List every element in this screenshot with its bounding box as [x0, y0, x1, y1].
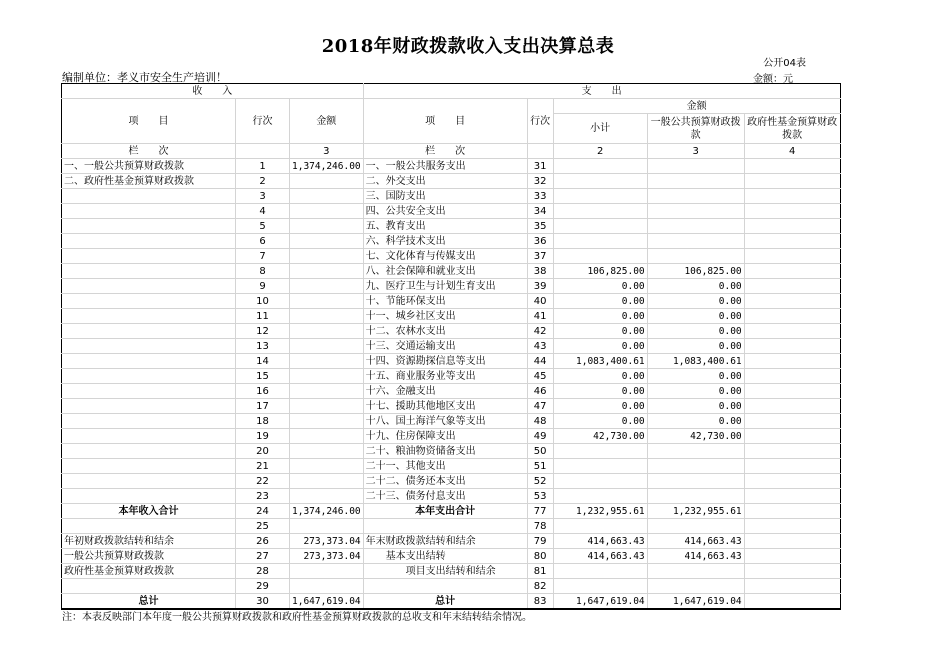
- expense-item: [363, 579, 527, 594]
- income-line-no: 8: [236, 264, 290, 279]
- expense-general-budget: [647, 444, 744, 459]
- expense-fund-budget: [744, 444, 840, 459]
- expense-subtotal: 106,825.00: [553, 264, 647, 279]
- expense-fund-budget: [744, 534, 840, 549]
- income-line-no: 11: [236, 309, 290, 324]
- expense-line-no: 34: [527, 204, 553, 219]
- expense-subtotal: 1,647,619.04: [553, 594, 647, 610]
- income-item: [62, 399, 236, 414]
- table-row: [62, 249, 841, 264]
- expense-group-header: 支 出: [363, 84, 840, 99]
- expense-item: 七、文化体育与传媒支出: [363, 249, 527, 264]
- expense-fund-budget: [744, 489, 840, 504]
- expense-general-budget: [647, 489, 744, 504]
- expense-fund-budget: [744, 279, 840, 294]
- table-row: [62, 414, 841, 429]
- income-item: [62, 204, 236, 219]
- expense-line-no: 35: [527, 219, 553, 234]
- income-item: 一般公共预算财政拨款: [62, 549, 236, 564]
- table-row: [62, 384, 841, 399]
- expense-subtotal: 0.00: [553, 294, 647, 309]
- expense-line-no: 79: [527, 534, 553, 549]
- expense-fund-budget: [744, 474, 840, 489]
- expense-subtotal: 414,663.43: [553, 534, 647, 549]
- table-row: [62, 504, 841, 519]
- income-item: 本年收入合计: [62, 504, 236, 519]
- expense-line-no: 43: [527, 339, 553, 354]
- income-amount: [290, 339, 364, 354]
- expense-general-budget: 42,730.00: [647, 429, 744, 444]
- income-line-no: 9: [236, 279, 290, 294]
- income-item: 二、政府性基金预算财政拨款: [62, 174, 236, 189]
- expense-general-budget: [647, 204, 744, 219]
- table-row: [62, 234, 841, 249]
- income-line-no: 25: [236, 519, 290, 534]
- expense-item: 十九、住房保障支出: [363, 429, 527, 444]
- income-amount: [290, 519, 364, 534]
- expense-fund-budget: [744, 579, 840, 594]
- income-amount: 1,374,246.00: [290, 159, 364, 174]
- income-line-no: 14: [236, 354, 290, 369]
- column-code: 4: [744, 144, 840, 159]
- income-amount: 273,373.04: [290, 534, 364, 549]
- expense-subtotal: [553, 564, 647, 579]
- income-amount: [290, 369, 364, 384]
- expense-line-no: 31: [527, 159, 553, 174]
- income-line-no: 15: [236, 369, 290, 384]
- table-row: [62, 489, 841, 504]
- income-amount: [290, 459, 364, 474]
- col-header-general-budget: 一般公共预算财政拨款: [647, 114, 744, 144]
- expense-line-no: 32: [527, 174, 553, 189]
- expense-fund-budget: [744, 219, 840, 234]
- expense-fund-budget: [744, 189, 840, 204]
- income-item: [62, 189, 236, 204]
- expense-subtotal: 1,232,955.61: [553, 504, 647, 519]
- expense-item: 一、一般公共服务支出: [363, 159, 527, 174]
- expense-line-no: 80: [527, 549, 553, 564]
- col-header-subtotal: 小计: [553, 114, 647, 144]
- expense-general-budget: 1,647,619.04: [647, 594, 744, 610]
- income-item: [62, 354, 236, 369]
- table-row: [62, 279, 841, 294]
- expense-line-no: 39: [527, 279, 553, 294]
- income-item: [62, 309, 236, 324]
- expense-subtotal: [553, 474, 647, 489]
- income-item: [62, 219, 236, 234]
- col-header-income-item: 项 目: [62, 99, 236, 144]
- table-row: [62, 189, 841, 204]
- table-row: [62, 564, 841, 579]
- expense-item: 本年支出合计: [363, 504, 527, 519]
- expense-item: 项目支出结转和结余: [363, 564, 527, 579]
- expense-general-budget: [647, 234, 744, 249]
- expense-subtotal: [553, 204, 647, 219]
- income-item: 总计: [62, 594, 236, 610]
- expense-subtotal: [553, 444, 647, 459]
- expense-general-budget: [647, 189, 744, 204]
- income-amount: [290, 429, 364, 444]
- table-row: [62, 219, 841, 234]
- income-item: 年初财政拨款结转和结余: [62, 534, 236, 549]
- expense-item: 十三、交通运输支出: [363, 339, 527, 354]
- income-amount: [290, 354, 364, 369]
- income-line-no: 16: [236, 384, 290, 399]
- expense-subtotal: 0.00: [553, 414, 647, 429]
- expense-line-no: 83: [527, 594, 553, 610]
- amount-unit: 金额：元: [753, 74, 793, 85]
- table-row: [62, 429, 841, 444]
- expense-item: 八、社会保障和就业支出: [363, 264, 527, 279]
- income-line-no: 2: [236, 174, 290, 189]
- expense-line-no: 51: [527, 459, 553, 474]
- expense-fund-budget: [744, 429, 840, 444]
- income-amount: [290, 264, 364, 279]
- expense-fund-budget: [744, 234, 840, 249]
- income-item: [62, 279, 236, 294]
- expense-item: 三、国防支出: [363, 189, 527, 204]
- expense-line-no: 52: [527, 474, 553, 489]
- income-line-no: 30: [236, 594, 290, 610]
- expense-line-no: 78: [527, 519, 553, 534]
- expense-fund-budget: [744, 594, 840, 610]
- reporting-unit: 编制单位：孝义市安全生产培训！: [62, 71, 227, 84]
- expense-general-budget: [647, 459, 744, 474]
- footnote: 注：本表反映部门本年度一般公共预算财政拨款和政府性基金预算财政拨款的总收支和年末结转结余情况。: [62, 612, 532, 623]
- table-row: [62, 204, 841, 219]
- expense-fund-budget: [744, 459, 840, 474]
- income-amount: [290, 249, 364, 264]
- expense-general-budget: [647, 159, 744, 174]
- expense-fund-budget: [744, 369, 840, 384]
- expense-fund-budget: [744, 159, 840, 174]
- expense-item: 二十二、债务还本支出: [363, 474, 527, 489]
- income-item: [62, 459, 236, 474]
- expense-item: 二、外交支出: [363, 174, 527, 189]
- expense-line-no: 42: [527, 324, 553, 339]
- expense-general-budget: 106,825.00: [647, 264, 744, 279]
- income-amount: [290, 324, 364, 339]
- expense-fund-budget: [744, 354, 840, 369]
- expense-subtotal: [553, 519, 647, 534]
- page-title: 2018年财政拨款收入支出决算总表: [321, 36, 615, 57]
- income-line-no: 28: [236, 564, 290, 579]
- expense-fund-budget: [744, 174, 840, 189]
- expense-subtotal: [553, 189, 647, 204]
- income-line-no: 21: [236, 459, 290, 474]
- income-amount: [290, 219, 364, 234]
- expense-item: 十四、资源勘探信息等支出: [363, 354, 527, 369]
- expense-general-budget: [647, 249, 744, 264]
- col-header-amount-group: 金额: [553, 99, 840, 114]
- expense-subtotal: 0.00: [553, 399, 647, 414]
- expense-fund-budget: [744, 549, 840, 564]
- table-row: [62, 174, 841, 189]
- expense-item: 二十一、其他支出: [363, 459, 527, 474]
- expense-line-no: 33: [527, 189, 553, 204]
- expense-line-no: 47: [527, 399, 553, 414]
- expense-subtotal: 0.00: [553, 279, 647, 294]
- expense-item: 总计: [363, 594, 527, 610]
- expense-line-no: 38: [527, 264, 553, 279]
- expense-general-budget: [647, 174, 744, 189]
- expense-item: 五、教育支出: [363, 219, 527, 234]
- expense-general-budget: [647, 564, 744, 579]
- expense-item: 二十、粮油物资储备支出: [363, 444, 527, 459]
- income-item: [62, 249, 236, 264]
- expense-line-no: 46: [527, 384, 553, 399]
- expense-line-no: 81: [527, 564, 553, 579]
- income-amount: 273,373.04: [290, 549, 364, 564]
- column-code: 3: [290, 144, 364, 159]
- expense-item: 六、科学技术支出: [363, 234, 527, 249]
- expense-fund-budget: [744, 204, 840, 219]
- expense-fund-budget: [744, 414, 840, 429]
- table-row: [62, 369, 841, 384]
- income-line-no: 23: [236, 489, 290, 504]
- income-amount: 1,374,246.00: [290, 504, 364, 519]
- expense-subtotal: [553, 249, 647, 264]
- table-row: [62, 519, 841, 534]
- expense-subtotal: [553, 489, 647, 504]
- expense-fund-budget: [744, 309, 840, 324]
- col-header-expense-item: 项 目: [363, 99, 527, 144]
- income-line-no: 6: [236, 234, 290, 249]
- income-line-no: 17: [236, 399, 290, 414]
- income-item: [62, 414, 236, 429]
- income-item: [62, 489, 236, 504]
- expense-fund-budget: [744, 504, 840, 519]
- table-row: [62, 159, 841, 174]
- income-line-no: 22: [236, 474, 290, 489]
- table-row: [62, 294, 841, 309]
- expense-general-budget: 0.00: [647, 279, 744, 294]
- table-row: [62, 474, 841, 489]
- column-code: 2: [553, 144, 647, 159]
- income-line-no: 1: [236, 159, 290, 174]
- income-amount: [290, 174, 364, 189]
- expense-subtotal: 0.00: [553, 369, 647, 384]
- expense-fund-budget: [744, 264, 840, 279]
- expense-general-budget: 0.00: [647, 369, 744, 384]
- form-number: 公开04表: [763, 58, 806, 69]
- expense-item: [363, 519, 527, 534]
- expense-line-no: 40: [527, 294, 553, 309]
- income-amount: [290, 384, 364, 399]
- income-amount: [290, 474, 364, 489]
- expense-general-budget: [647, 579, 744, 594]
- income-item: [62, 324, 236, 339]
- income-amount: [290, 204, 364, 219]
- income-group-header: 收 入: [62, 84, 364, 99]
- expense-general-budget: 414,663.43: [647, 534, 744, 549]
- expense-general-budget: 0.00: [647, 324, 744, 339]
- income-item: [62, 474, 236, 489]
- expense-subtotal: [553, 579, 647, 594]
- income-amount: [290, 189, 364, 204]
- expense-fund-budget: [744, 294, 840, 309]
- income-line-no: 19: [236, 429, 290, 444]
- expense-fund-budget: [744, 324, 840, 339]
- expense-item: 十二、农林水支出: [363, 324, 527, 339]
- expense-fund-budget: [744, 519, 840, 534]
- income-item: 政府性基金预算财政拨款: [62, 564, 236, 579]
- expense-general-budget: 1,232,955.61: [647, 504, 744, 519]
- expense-subtotal: 0.00: [553, 324, 647, 339]
- expense-line-no: 77: [527, 504, 553, 519]
- income-line-no: 5: [236, 219, 290, 234]
- income-amount: [290, 309, 364, 324]
- income-line-no: 13: [236, 339, 290, 354]
- expense-general-budget: [647, 219, 744, 234]
- expense-fund-budget: [744, 564, 840, 579]
- expense-subtotal: [553, 174, 647, 189]
- expense-line-no: 53: [527, 489, 553, 504]
- table-row: [62, 579, 841, 594]
- expense-line-no: 49: [527, 429, 553, 444]
- income-item: [62, 294, 236, 309]
- income-item: [62, 444, 236, 459]
- expense-item: 十八、国土海洋气象等支出: [363, 414, 527, 429]
- income-line-no: 3: [236, 189, 290, 204]
- income-amount: [290, 489, 364, 504]
- column-code: 3: [647, 144, 744, 159]
- expense-line-no: 50: [527, 444, 553, 459]
- expense-item: 十五、商业服务业等支出: [363, 369, 527, 384]
- income-item: [62, 429, 236, 444]
- expense-item: 四、公共安全支出: [363, 204, 527, 219]
- income-item: [62, 234, 236, 249]
- table-row: [62, 339, 841, 354]
- expense-subtotal: 0.00: [553, 339, 647, 354]
- expense-subtotal: [553, 159, 647, 174]
- expense-item: 年末财政拨款结转和结余: [363, 534, 527, 549]
- income-item: [62, 339, 236, 354]
- income-amount: [290, 399, 364, 414]
- income-line-no: 18: [236, 414, 290, 429]
- col-header-expense-line: 行次: [527, 99, 553, 144]
- income-item: [62, 384, 236, 399]
- expense-line-no: 48: [527, 414, 553, 429]
- income-line-no: 10: [236, 294, 290, 309]
- expense-general-budget: 0.00: [647, 309, 744, 324]
- expense-general-budget: 414,663.43: [647, 549, 744, 564]
- expense-general-budget: [647, 474, 744, 489]
- expense-subtotal: 0.00: [553, 309, 647, 324]
- income-line-no: 7: [236, 249, 290, 264]
- expense-line-no: 45: [527, 369, 553, 384]
- income-line-no: 4: [236, 204, 290, 219]
- income-amount: [290, 279, 364, 294]
- income-amount: [290, 579, 364, 594]
- income-item: [62, 519, 236, 534]
- income-line-no: 20: [236, 444, 290, 459]
- expense-fund-budget: [744, 249, 840, 264]
- column-code-label: 栏 次: [363, 144, 527, 159]
- expense-general-budget: 0.00: [647, 384, 744, 399]
- expense-line-no: 44: [527, 354, 553, 369]
- expense-item: 九、医疗卫生与计划生育支出: [363, 279, 527, 294]
- expense-general-budget: 0.00: [647, 294, 744, 309]
- table-row: [62, 324, 841, 339]
- income-item: [62, 369, 236, 384]
- expense-line-no: 41: [527, 309, 553, 324]
- table-row: [62, 594, 841, 610]
- expense-subtotal: [553, 219, 647, 234]
- expense-general-budget: 0.00: [647, 339, 744, 354]
- income-line-no: 24: [236, 504, 290, 519]
- income-line-no: 26: [236, 534, 290, 549]
- expense-general-budget: [647, 519, 744, 534]
- expense-general-budget: 0.00: [647, 414, 744, 429]
- col-header-fund-budget: 政府性基金预算财政拨款: [744, 114, 840, 144]
- income-amount: [290, 564, 364, 579]
- income-item: 一、一般公共预算财政拨款: [62, 159, 236, 174]
- expense-line-no: 82: [527, 579, 553, 594]
- income-item: [62, 579, 236, 594]
- expense-fund-budget: [744, 339, 840, 354]
- table-row: [62, 309, 841, 324]
- income-line-no: 27: [236, 549, 290, 564]
- column-code-label: 栏 次: [62, 144, 236, 159]
- expense-subtotal: 42,730.00: [553, 429, 647, 444]
- budget-summary-table: [61, 83, 841, 610]
- table-row: [62, 549, 841, 564]
- income-line-no: 29: [236, 579, 290, 594]
- expense-subtotal: 414,663.43: [553, 549, 647, 564]
- expense-fund-budget: [744, 399, 840, 414]
- expense-item: 十六、金融支出: [363, 384, 527, 399]
- table-row: [62, 354, 841, 369]
- expense-item: 十一、城乡社区支出: [363, 309, 527, 324]
- income-amount: [290, 294, 364, 309]
- expense-item: 二十三、债务付息支出: [363, 489, 527, 504]
- expense-subtotal: [553, 234, 647, 249]
- table-row: [62, 459, 841, 474]
- expense-subtotal: 0.00: [553, 384, 647, 399]
- table-row: [62, 264, 841, 279]
- expense-line-no: 36: [527, 234, 553, 249]
- income-item: [62, 264, 236, 279]
- expense-fund-budget: [744, 384, 840, 399]
- expense-general-budget: 0.00: [647, 399, 744, 414]
- income-amount: 1,647,619.04: [290, 594, 364, 610]
- expense-item: 十、节能环保支出: [363, 294, 527, 309]
- table-row: [62, 399, 841, 414]
- col-header-income-line: 行次: [236, 99, 290, 144]
- expense-general-budget: 1,083,400.61: [647, 354, 744, 369]
- expense-subtotal: [553, 459, 647, 474]
- income-amount: [290, 444, 364, 459]
- col-header-income-amount: 金额: [290, 99, 364, 144]
- expense-item: 基本支出结转: [363, 549, 527, 564]
- expense-line-no: 37: [527, 249, 553, 264]
- table-row: [62, 534, 841, 549]
- table-row: [62, 444, 841, 459]
- income-amount: [290, 414, 364, 429]
- income-line-no: 12: [236, 324, 290, 339]
- income-amount: [290, 234, 364, 249]
- expense-subtotal: 1,083,400.61: [553, 354, 647, 369]
- expense-item: 十七、援助其他地区支出: [363, 399, 527, 414]
